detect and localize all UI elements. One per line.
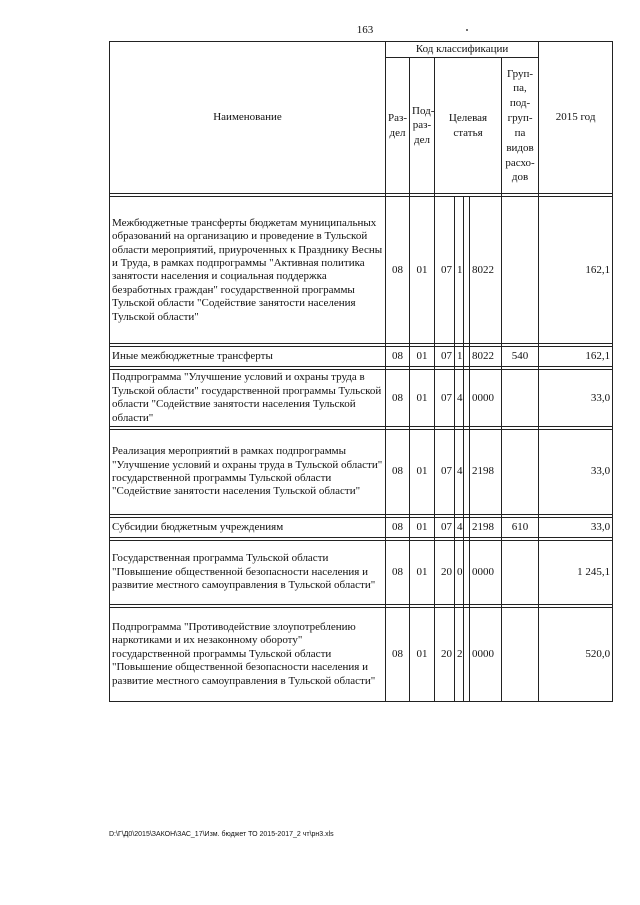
table-row: [110, 197, 613, 344]
row-target-b: 4: [455, 430, 464, 515]
row-subsection: 01: [410, 347, 435, 367]
header-section: Раз- дел: [386, 58, 410, 194]
row-amount: 33,0: [539, 430, 613, 515]
row-amount: 33,0: [539, 518, 613, 538]
row-target-a: 07: [435, 347, 455, 367]
header-target-item: Целевая статья: [435, 58, 502, 194]
row-target-d: 0000: [470, 541, 502, 605]
row-subsection: 01: [410, 430, 435, 515]
row-target-b: 2: [455, 608, 464, 702]
table-body: [110, 197, 613, 702]
table-row: [110, 518, 613, 538]
row-section: 08: [386, 347, 410, 367]
footer-file-path: D:\Г\Д0\2015\ЗАКОН\ЗАС_17\Изм. бюджет ТО 2015-2017_2 чт\рн3.xls: [109, 831, 334, 838]
row-target-b: 4: [455, 518, 464, 538]
row-target-b: 4: [455, 370, 464, 427]
row-target-a: 07: [435, 197, 455, 344]
row-name: Субсидии бюджетным учреждениям: [110, 518, 386, 538]
header-classification: Код классификации: [386, 42, 539, 58]
table-row: [110, 370, 613, 427]
row-expense-type: [502, 370, 539, 427]
row-subsection: 01: [410, 518, 435, 538]
row-name: Реализация мероприятий в рамках подпрограммы "Улучшение условий и охраны труда в Тульской области" государственной программы Тульской области "Содействие занятости населения Тульской области": [110, 430, 386, 515]
row-expense-type: 540: [502, 347, 539, 367]
row-amount: 1 245,1: [539, 541, 613, 605]
row-target-d: 0000: [470, 370, 502, 427]
row-target-a: 07: [435, 430, 455, 515]
row-name: Государственная программа Тульской области "Повышение общественной безопасности населения и развитие местного самоуправления в Тульской области": [110, 541, 386, 605]
header-name: Наименование: [110, 42, 386, 194]
row-target-d: 8022: [470, 347, 502, 367]
row-subsection: 01: [410, 541, 435, 605]
row-target-d: 2198: [470, 430, 502, 515]
row-expense-type: [502, 197, 539, 344]
row-section: 08: [386, 370, 410, 427]
row-subsection: 01: [410, 197, 435, 344]
row-name: Подпрограмма "Противодействие злоупотреблению наркотиками и их незаконному обороту" государственной программы Тульской области "Повышение общественной безопасности населения и развитие местного самоуправления в Тульской области": [110, 608, 386, 702]
row-target-b: 0: [455, 541, 464, 605]
table-row: [110, 541, 613, 605]
row-subsection: 01: [410, 370, 435, 427]
row-amount: 162,1: [539, 347, 613, 367]
table-row: [110, 347, 613, 367]
row-section: 08: [386, 518, 410, 538]
row-target-a: 07: [435, 518, 455, 538]
row-expense-type: 610: [502, 518, 539, 538]
row-expense-type: [502, 430, 539, 515]
row-amount: 33,0: [539, 370, 613, 427]
table-row: [110, 430, 613, 515]
scan-speck: [466, 29, 468, 31]
row-target-d: 2198: [470, 518, 502, 538]
row-target-b: 1: [455, 197, 464, 344]
header-year: 2015 год: [539, 42, 613, 194]
header-subsection: Под- раз- дел: [410, 58, 435, 194]
table-header: [110, 42, 613, 197]
row-section: 08: [386, 430, 410, 515]
page-number: 163: [356, 24, 374, 36]
row-target-b: 1: [455, 347, 464, 367]
row-target-d: 0000: [470, 608, 502, 702]
row-expense-type: [502, 541, 539, 605]
row-section: 08: [386, 608, 410, 702]
budget-table: [109, 41, 613, 702]
row-name: Межбюджетные трансферты бюджетам муниципальных образований на организацию и проведение в Тульской области мероприятий, приуроченных к Празднику Весны и Труда, в рамках подпрограммы "Активная политика занятости населения и социальная поддержка безработных граждан" государственной программы Тульской области "Содействие занятости населения Тульской области": [110, 197, 386, 344]
row-target-a: 20: [435, 608, 455, 702]
table-row: [110, 608, 613, 702]
row-target-a: 20: [435, 541, 455, 605]
row-amount: 520,0: [539, 608, 613, 702]
row-expense-type: [502, 608, 539, 702]
row-subsection: 01: [410, 608, 435, 702]
row-name: Подпрограмма "Улучшение условий и охраны труда в Тульской области" государственной программы Тульской области "Содействие занятости населения Тульской области": [110, 370, 386, 427]
row-section: 08: [386, 197, 410, 344]
row-amount: 162,1: [539, 197, 613, 344]
row-section: 08: [386, 541, 410, 605]
row-target-d: 8022: [470, 197, 502, 344]
row-target-a: 07: [435, 370, 455, 427]
header-expense-type: Груп- па, под- груп- па видов расхо- дов: [502, 58, 539, 194]
row-name: Иные межбюджетные трансферты: [110, 347, 386, 367]
